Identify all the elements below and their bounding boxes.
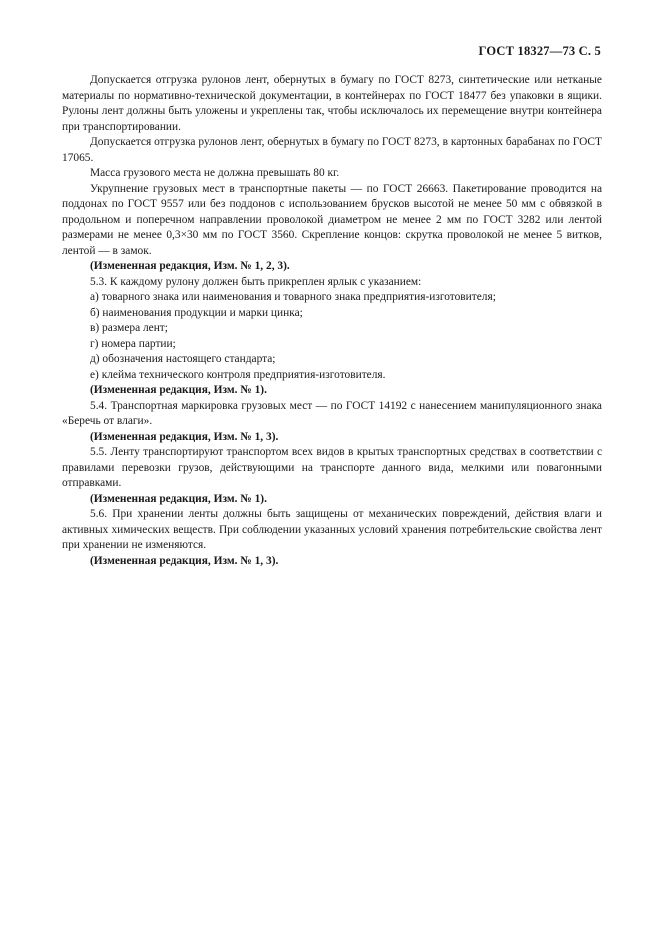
amendment-note: (Измененная редакция, Изм. № 1). xyxy=(90,492,267,505)
list-item-e: е) клейма технического контроля предприятия-изготовителя. xyxy=(90,368,386,381)
paragraph-container-shipping: Допускается отгрузка рулонов лент, обернутых в бумагу по ГОСТ 8273, синтетические или нетканые материалы по нормативно-технической документации, в контейнерах по ГОСТ 18477 без упаковки в ящики. Рулоны лент должны быть уложены и укреплены так, чтобы исключалось их перемещение внутри контейнера при транспортировании. xyxy=(62,74,602,133)
clause-5-5: 5.5. Ленту транспортируют транспортом всех видов в крытых транспортных средствах в соответствии с правилами перевозки грузов, действующими на транспорте данного вида, мелкими или повагонными отправками. xyxy=(62,446,602,489)
list-item-d: д) обозначения настоящего стандарта; xyxy=(90,353,276,365)
clause-5-6: 5.6. При хранении ленты должны быть защищены от механических повреждений, действия влаги и активных химических веществ. При соблюдении указанных условий хранения потребительские свойства лент при хранении не изменяются. xyxy=(62,508,602,551)
list-item-v: в) размера лент; xyxy=(90,322,168,334)
running-header: ГОСТ 18327—73 С. 5 xyxy=(478,44,601,58)
paragraph-max-mass: Масса грузового места не должна превышать 80 кг. xyxy=(90,167,340,179)
list-item-a: а) товарного знака или наименования и товарного знака предприятия-изготовителя; xyxy=(90,291,496,303)
clause-5-4: 5.4. Транспортная маркировка грузовых мест — по ГОСТ 14192 с нанесением манипуляционного знака «Беречь от влаги». xyxy=(62,399,602,427)
amendment-note: (Измененная редакция, Изм. № 1, 3). xyxy=(90,554,279,567)
amendment-note: (Измененная редакция, Изм. № 1, 2, 3). xyxy=(90,260,290,272)
amendment-note: (Измененная редакция, Изм. № 1). xyxy=(90,384,267,396)
paragraph-packaging: Укрупнение грузовых мест в транспортные пакеты — по ГОСТ 26663. Пакетирование проводится на поддонах по ГОСТ 9557 или без поддонов с использованием брусков высотой не менее 50 мм с обвязкой в продольном и поперечном направлении проволокой диаметром не менее 2 мм по ГОСТ 3282 или лентой размерами не менее 0,3×30 мм по ГОСТ 3560. Скрепление концов: скрутка проволокой не менее 5 витков, лентой — в замок. xyxy=(62,182,602,257)
list-item-g: г) номера партии; xyxy=(90,337,176,350)
document-body xyxy=(62,73,602,569)
amendment-note: (Измененная редакция, Изм. № 1, 3). xyxy=(90,430,279,443)
clause-5-3: 5.3. К каждому рулону должен быть прикреплен ярлык с указанием: xyxy=(90,275,422,288)
list-item-b: б) наименования продукции и марки цинка; xyxy=(90,306,303,319)
paragraph-drum-shipping: Допускается отгрузка рулонов лент, обернутых в бумагу по ГОСТ 8273, в картонных барабанах по ГОСТ 17065. xyxy=(62,136,602,164)
